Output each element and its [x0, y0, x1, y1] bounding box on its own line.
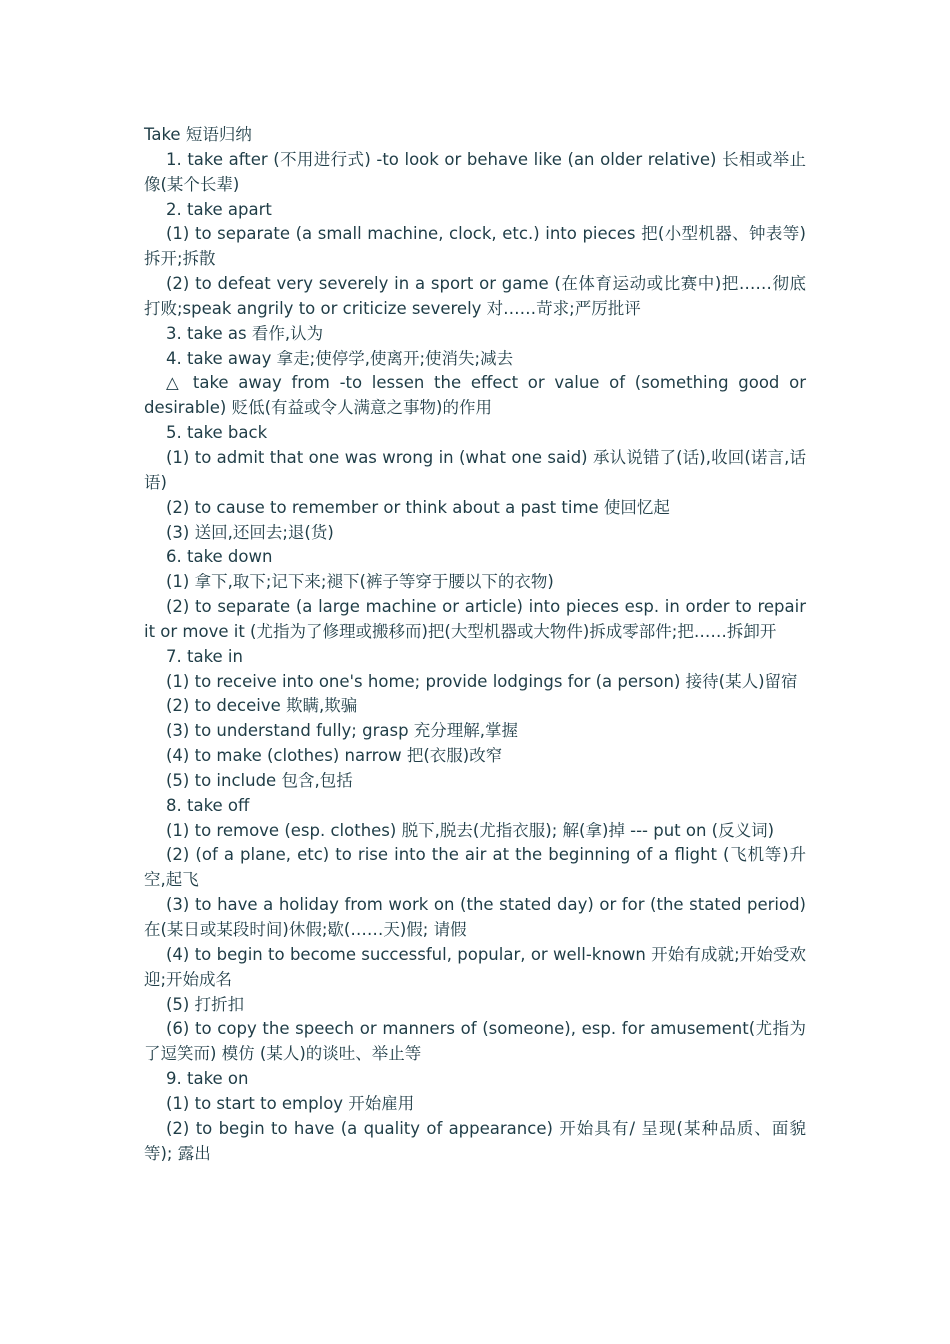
- text-line: 5. take back: [166, 423, 268, 443]
- text-line: 6. take down: [166, 547, 273, 567]
- text-line: 9. take on: [166, 1069, 249, 1089]
- text-line: △ take away from -to lessen the effect or value of (something good or desirable) 贬低(有益或令人满意之事物)的作用: [144, 373, 806, 418]
- text-line: 7. take in: [166, 646, 243, 666]
- text-line: (2) to separate (a large machine or article) into pieces esp. in order to repair it or move it (尤指为了修理或搬移而)把(大型机器或大物件)拆成零部件;把……拆卸开: [144, 597, 806, 641]
- text-line: (2) to defeat very severely in a sport or game (在体育运动或比赛中)把……彻底打败;speak angrily to or criticize severely 对……苛求;严厉批评: [144, 274, 806, 318]
- text-line: (2) to deceive 欺瞒,欺骗: [166, 696, 358, 716]
- text-line: (2) (of a plane, etc) to rise into the air at the beginning of a flight (飞机等)升空,起飞: [144, 845, 806, 890]
- text-line: (2) to cause to remember or think about a past time 使回忆起: [166, 497, 670, 517]
- text-line: (4) to make (clothes) narrow 把(衣服)改窄: [166, 746, 503, 766]
- text-line: (3) to have a holiday from work on (the stated day) or for (the stated period) 在(某日或某段时间)休假;歇(……天)假; 请假: [144, 895, 806, 939]
- text-line: (1) to admit that one was wrong in (what one said) 承认说错了(话),收回(诺言,话语): [144, 447, 806, 492]
- text-line: (3) to understand fully; grasp 充分理解,掌握: [166, 721, 519, 741]
- text-line: (4) to begin to become successful, popular, or well-known 开始有成就;开始受欢迎;开始成名: [144, 944, 806, 989]
- text-line: (1) to receive into one's home; provide lodgings for (a person) 接待(某人)留宿: [166, 671, 798, 691]
- text-line: 8. take off: [166, 795, 250, 815]
- text-line: 2. take apart: [166, 199, 272, 219]
- text-line: (1) to start to employ 开始雇用: [166, 1093, 415, 1113]
- text-line: 4. take away 拿走;使停学,使离开;使消失;减去: [166, 348, 514, 368]
- text-line: (6) to copy the speech or manners of (someone), esp. for amusement(尤指为了逗笑而) 模仿 (某人)的谈吐、举止等: [144, 1019, 806, 1064]
- text-line: (1) to remove (esp. clothes) 脱下,脱去(尤指衣服); 解(拿)掉 --- put on (反义词): [166, 820, 775, 840]
- text-line: 3. take as 看作,认为: [166, 323, 324, 343]
- text-line: (2) to begin to have (a quality of appearance) 开始具有/ 呈现(某种品质、面貌等); 露出: [144, 1118, 806, 1163]
- text-line: 1. take after (不用进行式) -to look or behave like (an older relative) 长相或举止像(某个长辈): [144, 149, 806, 194]
- document-title: Take 短语归纳: [144, 125, 252, 144]
- text-line: (1) 拿下,取下;记下来;褪下(裤子等穿于腰以下的衣物): [166, 572, 554, 592]
- text-line: (1) to separate (a small machine, clock, etc.) into pieces 把(小型机器、钟表等)拆开;拆散: [144, 224, 806, 269]
- text-line: (5) 打折扣: [166, 994, 245, 1014]
- text-line: (5) to include 包含,包括: [166, 770, 353, 790]
- document-page: [144, 123, 806, 1166]
- text-line: (3) 送回,还回去;退(货): [166, 522, 334, 542]
